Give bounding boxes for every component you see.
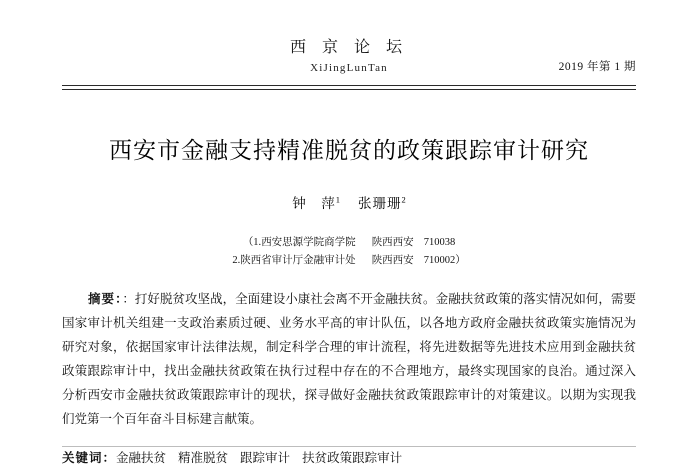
author-list (62, 192, 636, 212)
abstract-block (62, 287, 636, 431)
abstract-label: 摘要： (88, 291, 123, 306)
footer-divider (62, 446, 636, 447)
issue-label: 2019 年第 1 期 (558, 60, 636, 73)
journal-title-pinyin: XiJingLunTan (310, 61, 388, 74)
affiliation-zip: 710002） (423, 255, 466, 267)
affiliation-list (62, 234, 636, 271)
keyword-item: 扶贫政策跟踪审计 (302, 450, 403, 465)
author-name: 钟 萍 (292, 195, 336, 211)
affiliation-city: 陕西西安 (371, 236, 414, 248)
masthead (62, 0, 636, 74)
author-affiliation-marker: 1 (335, 194, 340, 205)
affiliation-index: 2. (232, 255, 241, 267)
keywords-label: 关键词： (62, 450, 117, 465)
keywords-block (62, 447, 636, 469)
affiliation-index: （1. (242, 236, 262, 248)
abstract-text: ：打好脱贫攻坚战，全面建设小康社会离不开金融扶贫。金融扶贫政策的落实情况如何，需要国家审计机关组建一支政治素质过硬、业务水平高的审计队伍，以各地方政府金融扶贫政策实施情况为研究对象，依据国家审计法律法规，制定科学合理的审计流程，将先进数据等先进技术应用到金融扶贫政策跟踪审计中，找出金融扶贫政策在执行过程中存在的不合理地方，最终实现国家的良治。通过深入分析西安市金融扶贫政策跟踪审计的现状，探寻做好金融扶贫政策跟踪审计的对策建议。以期为实现我们党第一个百年奋斗目标建言献策。 (62, 291, 636, 426)
affiliation-zip: 710038 (423, 236, 456, 248)
keyword-item: 跟踪审计 (240, 450, 291, 465)
affiliation-item (62, 252, 636, 270)
author-name: 张珊珊 (358, 195, 402, 211)
author-affiliation-marker: 2 (401, 194, 406, 205)
affiliation-org: 陕西省审计厅金融审计处 (240, 255, 356, 267)
keyword-item: 金融扶贫 (116, 450, 167, 465)
journal-title: 西 京 论 坛 (289, 39, 408, 56)
article-title: 西安市金融支持精准脱贫的政策跟踪审计研究 (109, 137, 589, 163)
affiliation-city: 陕西西安 (371, 255, 414, 267)
affiliation-org: 西安思源学院商学院 (261, 236, 356, 248)
masthead-divider (62, 85, 636, 90)
affiliation-item (62, 234, 636, 252)
keyword-item: 精准脱贫 (178, 450, 229, 465)
